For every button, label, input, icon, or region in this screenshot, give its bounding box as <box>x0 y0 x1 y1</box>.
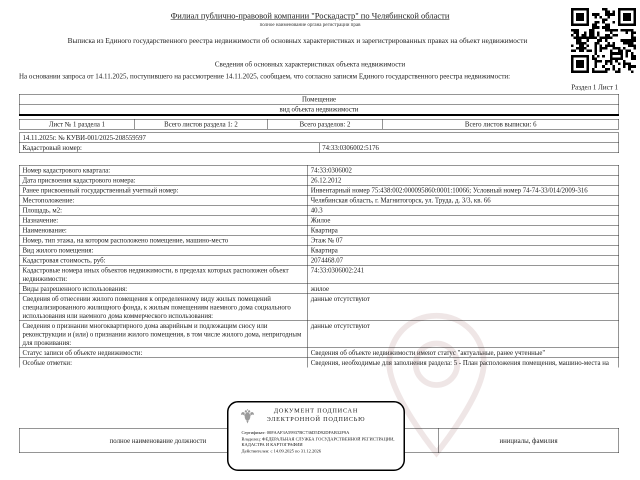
sheet-info-cell: Лист № 1 раздела 1 <box>19 119 134 129</box>
attribute-label: Вид жилого помещения: <box>19 245 307 255</box>
attribute-value: Сведения, необходимые для заполнения раздела: 5 - План расположения помещения, машино-места на <box>308 358 619 368</box>
attribute-label: Местоположение: <box>19 195 307 205</box>
cadastral-number-value: 74:33:0306002:5176 <box>319 143 619 153</box>
stamp-owner: Владелец: ФЕДЕРАЛЬНАЯ СЛУЖБА ГОСУДАРСТВЕННОЙ РЕГИСТРАЦИИ, КАДАСТРА И КАРТОГРАФИИ <box>241 436 395 447</box>
sheet-info-cell: Всего листов раздела 1: 2 <box>135 119 268 129</box>
section-marker: Раздел 1 Лист 1 <box>571 84 618 92</box>
object-type-value: Помещение <box>19 94 619 104</box>
attribute-value: Сведения об объекте недвижимости имеют статус "актуальные, ранее учтенные" <box>308 348 619 358</box>
table-row <box>19 185 619 195</box>
attribute-label: Статус записи об объекте недвижимости: <box>19 348 307 358</box>
request-line: На основании запроса от 14.11.2025, поступившего на рассмотрение 14.11.2025, сообщаем, что согласно записям Единого государственного реестра недвижимости: <box>19 73 511 81</box>
org-name: Филиал публично-правовой компании "Роскадастр" по Челябинской области <box>170 11 450 21</box>
attribute-label: Виды разрешенного использования: <box>19 284 307 294</box>
attribute-label: Ранее присвоенный государственный учетный номер: <box>19 185 307 195</box>
object-type-caption: вид объекта недвижимости <box>19 104 619 115</box>
attribute-label: Площадь, м2: <box>19 205 307 215</box>
table-row <box>19 195 619 205</box>
attribute-value: данные отсутствуют <box>308 294 619 321</box>
attribute-value: Инвентарный номер 75:438:002:000095860:0001:10066; Условный номер 74-74-33/014/2009-316 <box>308 185 619 195</box>
digital-signature-stamp <box>227 401 405 471</box>
attribute-label: Кадастровая стоимость, руб: <box>19 255 307 265</box>
initials-caption: инициалы, фамилия <box>438 428 618 453</box>
sheet-info-table <box>19 119 619 130</box>
table-row <box>19 215 619 225</box>
table-row <box>19 265 619 284</box>
attribute-label: Номер, тип этажа, на котором расположено помещение, машино-место <box>19 235 307 245</box>
attribute-value: 2074468.07 <box>308 255 619 265</box>
attribute-value: Челябинская область, г. Магнитогорск, ул. Труда, д. 3/3, кв. 66 <box>308 195 619 205</box>
table-row <box>19 175 619 185</box>
attribute-label: Наименование: <box>19 225 307 235</box>
attribute-label: Назначение: <box>19 215 307 225</box>
doc-number: 14.11.2025г. № КУВИ-001/2025-208559597 <box>19 133 619 143</box>
table-row <box>19 255 619 265</box>
attribute-label: Особые отметки: <box>19 358 307 368</box>
sheet-info-cell: Всего разделов: 2 <box>267 119 382 129</box>
table-row <box>19 294 619 321</box>
attribute-label: Кадастровые номера иных объектов недвижимости, в пределах которых расположен объект недвижимости: <box>19 265 307 284</box>
table-row <box>19 245 619 255</box>
attribute-label: Сведения об отнесении жилого помещения к определенному виду жилых помещений специализированного жилищного фонда, к жилым помещениям наемного дома социального использования или наемного дома коммерческого использования: <box>19 294 307 321</box>
stamp-validity: Действителен: с 14.09.2025 по 31.12.2026 <box>241 448 322 454</box>
cadastral-number-label: Кадастровый номер: <box>19 143 319 153</box>
section-title: Сведения об основных характеристиках объекта недвижимости <box>214 61 406 69</box>
attribute-label: Номер кадастрового квартала: <box>19 165 307 175</box>
stamp-title-line2: ЭЛЕКТРОННОЙ ПОДПИСЬЮ <box>266 415 366 423</box>
attribute-value: Жилое <box>308 215 619 225</box>
attribute-value: 74:33:0306002:241 <box>308 265 619 284</box>
table-row <box>19 165 619 175</box>
table-row <box>19 358 619 368</box>
doc-number-table <box>19 133 619 154</box>
attribute-value: жилое <box>308 284 619 294</box>
attributes-table <box>19 165 619 368</box>
attribute-value: Квартира <box>308 225 619 235</box>
object-type-table <box>19 94 619 116</box>
attribute-value: данные отсутствуют <box>308 321 619 348</box>
document-title: Выписка из Единого государственного реестра недвижимости об основных характеристиках и зарегистрированных правах на объект недвижимости <box>67 37 528 45</box>
org-name-caption: полное наименование органа регистрации прав <box>259 22 361 28</box>
table-row <box>19 348 619 358</box>
tables-block <box>19 94 619 368</box>
coat-of-arms-icon <box>240 408 256 429</box>
table-row <box>19 205 619 215</box>
table-row <box>19 225 619 235</box>
table-row <box>19 235 619 245</box>
stamp-title-line1: ДОКУМЕНТ ПОДПИСАН <box>273 407 359 414</box>
attribute-label: Сведения о признании многоквартирного дома аварийным и подлежащим сносу или реконструкции и (или) о признании жилого помещения, в том числе жилого дома, непригодным для проживания: <box>19 321 307 348</box>
sheet-info-cell: Всего листов выписки: 6 <box>383 119 619 129</box>
attribute-value: 26.12.2012 <box>308 175 619 185</box>
attribute-value: Этаж № 07 <box>308 235 619 245</box>
table-row <box>19 284 619 294</box>
stamp-certificate: Сертификат: 00FAAF3A59937BC736D5D92DFAB32F9A <box>241 430 350 435</box>
position-caption: полное наименование должности <box>19 428 296 453</box>
qr-code <box>571 8 636 73</box>
attribute-label: Дата присвоения кадастрового номера: <box>19 175 307 185</box>
attribute-value: 40.3 <box>308 205 619 215</box>
attribute-value: Квартира <box>308 245 619 255</box>
table-row <box>19 321 619 348</box>
attribute-value: 74:33:0306002 <box>308 165 619 175</box>
